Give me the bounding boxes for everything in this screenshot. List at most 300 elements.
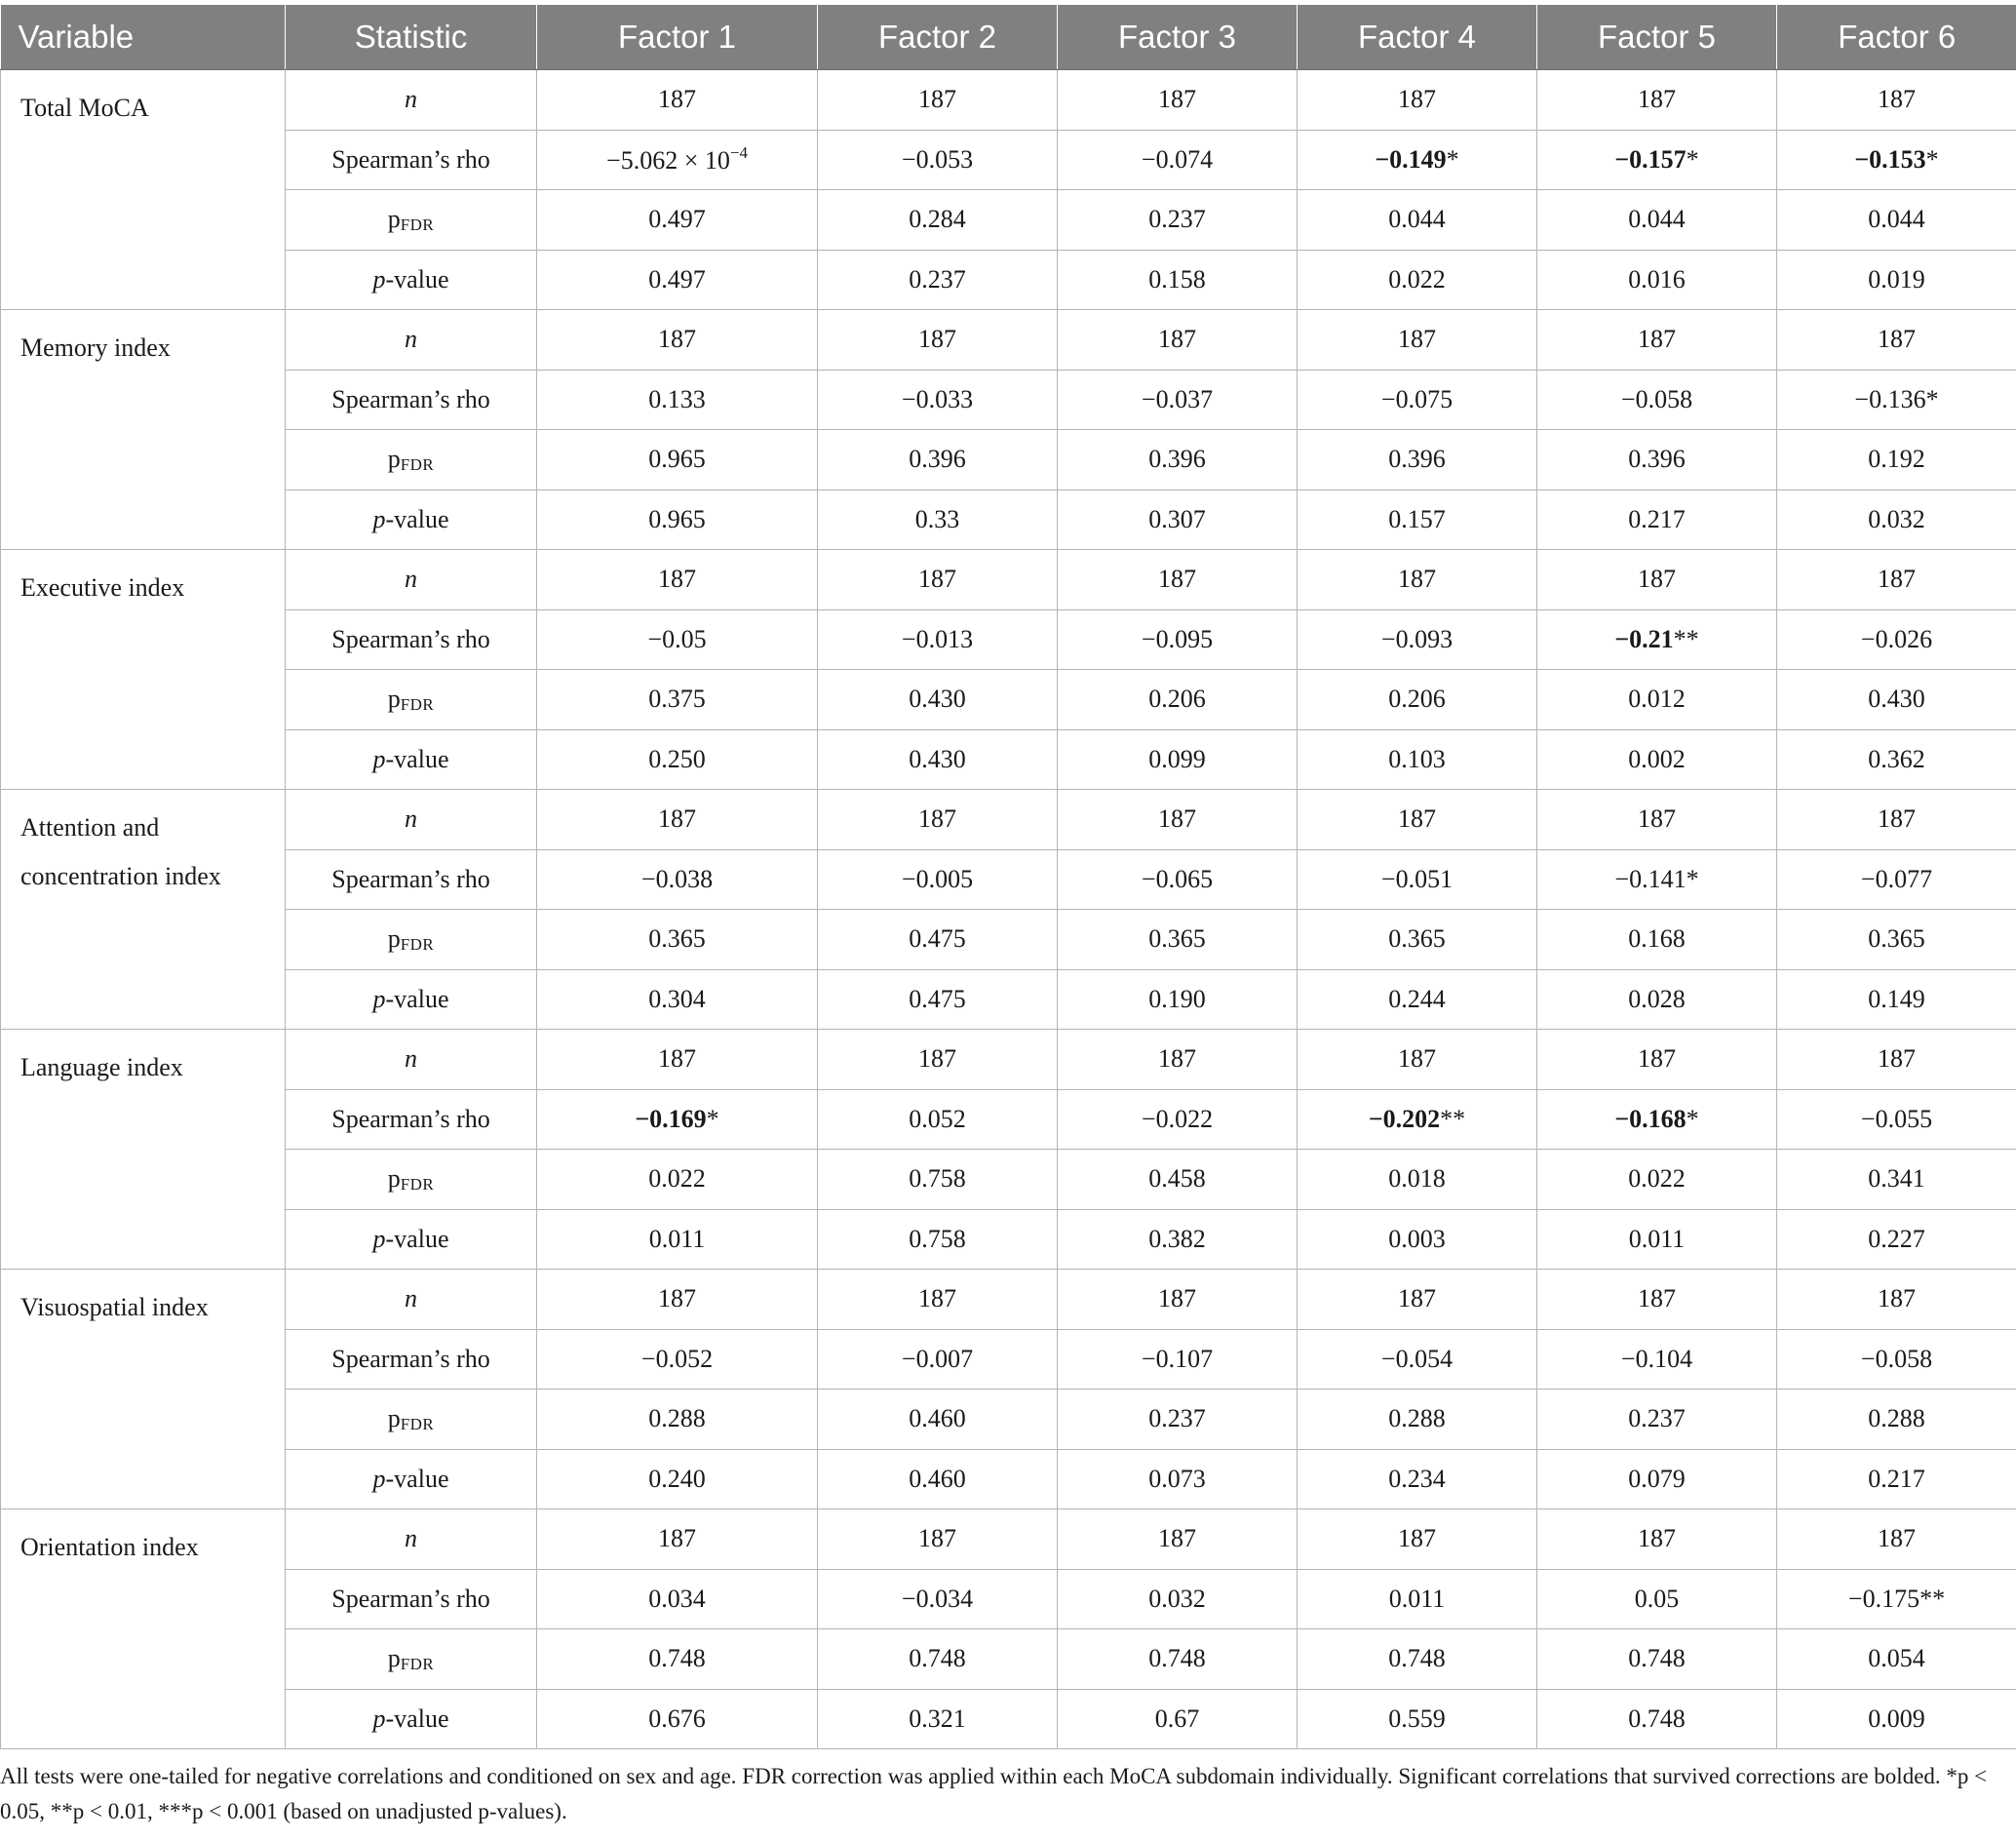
- cell-factor-6: 0.217: [1777, 1449, 2016, 1509]
- table-row: [1, 969, 2016, 1030]
- cell-factor-3: 0.365: [1058, 910, 1298, 970]
- stat-pval-p: p: [372, 264, 386, 294]
- rho-value: −0.21: [1614, 624, 1674, 653]
- table-row: [1, 130, 2016, 190]
- variable-name: Total MoCA: [1, 70, 286, 310]
- header-row: [1, 5, 2016, 70]
- cell-factor-6: 187: [1777, 1509, 2016, 1570]
- cell-factor-6: 187: [1777, 310, 2016, 371]
- cell-factor-6: 187: [1777, 550, 2016, 610]
- table-body: [1, 70, 2016, 1749]
- table-row: [1, 1390, 2016, 1450]
- cell-factor-1: 0.497: [537, 190, 818, 251]
- table-row: [1, 849, 2016, 910]
- stat-pval-rest: -value: [385, 264, 449, 294]
- cell-factor-2: [818, 849, 1058, 910]
- stat-n-text: n: [405, 85, 417, 114]
- cell-factor-1: 187: [537, 1030, 818, 1090]
- cell-factor-6: [1777, 1089, 2016, 1150]
- cell-factor-2: 0.460: [818, 1449, 1058, 1509]
- statistic-label-pfdr: [286, 670, 537, 730]
- rho-value: −0.007: [901, 1344, 974, 1373]
- cell-factor-2: 0.284: [818, 190, 1058, 251]
- cell-factor-5: 187: [1537, 1509, 1777, 1570]
- rho-value: −0.153: [1854, 144, 1926, 174]
- rho-value: −0.149: [1375, 144, 1447, 174]
- rho-value: −0.033: [901, 384, 974, 413]
- cell-factor-3: [1058, 1089, 1298, 1150]
- cell-factor-3: [1058, 370, 1298, 430]
- cell-factor-4: 0.003: [1298, 1209, 1537, 1270]
- table-row: [1, 370, 2016, 430]
- stat-pval-p: p: [372, 1224, 386, 1253]
- cell-factor-3: 0.237: [1058, 1390, 1298, 1450]
- stat-pval-rest: -value: [385, 1704, 449, 1733]
- cell-factor-1: 187: [537, 1270, 818, 1330]
- cell-factor-6: [1777, 849, 2016, 910]
- cell-factor-2: 187: [818, 1509, 1058, 1570]
- cell-factor-2: 187: [818, 550, 1058, 610]
- statistic-label-pfdr: [286, 1150, 537, 1210]
- rho-value: −0.074: [1141, 144, 1214, 174]
- table-row: [1, 1089, 2016, 1150]
- rho-value: −0.038: [640, 864, 714, 893]
- stat-n-text: n: [405, 1284, 417, 1313]
- stat-rho-text: Spearman’s rho: [331, 384, 490, 413]
- rho-value: −0.168: [1614, 1104, 1686, 1133]
- cell-factor-3: 0.099: [1058, 729, 1298, 790]
- significance-marker: *: [1686, 864, 1699, 893]
- rho-value: 0.052: [909, 1104, 966, 1133]
- stat-pfdr-p: p: [387, 1163, 401, 1193]
- variable-name: Memory index: [1, 310, 286, 550]
- table-row: [1, 729, 2016, 790]
- cell-factor-3: 187: [1058, 1270, 1298, 1330]
- stat-pval-p: p: [372, 744, 386, 773]
- rho-value: 0.034: [648, 1584, 706, 1613]
- cell-factor-3: 0.206: [1058, 670, 1298, 730]
- cell-factor-5: 0.079: [1537, 1449, 1777, 1509]
- cell-factor-4: [1298, 609, 1537, 670]
- cell-factor-5: 187: [1537, 790, 1777, 850]
- cell-factor-3: 187: [1058, 790, 1298, 850]
- cell-factor-2: 0.396: [818, 430, 1058, 490]
- statistic-label-pfdr: [286, 1390, 537, 1450]
- cell-factor-5: 0.217: [1537, 490, 1777, 550]
- cell-factor-1: 0.365: [537, 910, 818, 970]
- rho-value: −0.058: [1860, 1344, 1933, 1373]
- stat-pval-rest: -value: [385, 744, 449, 773]
- cell-factor-3: 0.190: [1058, 969, 1298, 1030]
- table-row: [1, 1689, 2016, 1749]
- table-row: [1, 550, 2016, 610]
- cell-factor-4: [1298, 370, 1537, 430]
- cell-factor-2: [818, 1329, 1058, 1390]
- cell-factor-6: 0.044: [1777, 190, 2016, 251]
- cell-factor-4: 0.288: [1298, 1390, 1537, 1450]
- table-row: [1, 1569, 2016, 1629]
- rho-value: −0.095: [1141, 624, 1214, 653]
- cell-factor-3: 0.073: [1058, 1449, 1298, 1509]
- header-factor-4: Factor 4: [1298, 5, 1537, 70]
- stat-n-text: n: [405, 565, 417, 594]
- rho-value: −0.077: [1860, 864, 1933, 893]
- cell-factor-6: 0.365: [1777, 910, 2016, 970]
- cell-factor-5: 0.044: [1537, 190, 1777, 251]
- cell-factor-5: [1537, 609, 1777, 670]
- statistic-label-pfdr: [286, 190, 537, 251]
- rho-value: −0.058: [1620, 384, 1693, 413]
- cell-factor-2: 0.430: [818, 729, 1058, 790]
- rho-sci-mantissa: −5.062 × 10: [606, 146, 730, 176]
- statistic-label-pvalue: [286, 1689, 537, 1749]
- rho-value: −0.104: [1620, 1344, 1693, 1373]
- table-row: [1, 1329, 2016, 1390]
- cell-factor-4: 0.234: [1298, 1449, 1537, 1509]
- statistic-label-pfdr: [286, 1629, 537, 1690]
- cell-factor-4: 187: [1298, 1270, 1537, 1330]
- cell-factor-1: [537, 609, 818, 670]
- cell-factor-2: 0.758: [818, 1150, 1058, 1210]
- stat-pfdr-p: p: [387, 684, 401, 713]
- cell-factor-3: [1058, 609, 1298, 670]
- cell-factor-1: 0.304: [537, 969, 818, 1030]
- cell-factor-1: [537, 1569, 818, 1629]
- cell-factor-3: 0.307: [1058, 490, 1298, 550]
- cell-factor-1: [537, 130, 818, 190]
- stat-pfdr-sub: FDR: [400, 1414, 435, 1433]
- rho-value: −0.05: [647, 624, 707, 653]
- stat-pfdr-p: p: [387, 923, 401, 953]
- significance-marker: *: [1686, 1104, 1699, 1133]
- cell-factor-5: 0.168: [1537, 910, 1777, 970]
- rho-value: −0.034: [901, 1584, 974, 1613]
- rho-value: −0.075: [1380, 384, 1454, 413]
- cell-factor-2: [818, 130, 1058, 190]
- rho-value: −0.065: [1141, 864, 1214, 893]
- cell-factor-2: [818, 1089, 1058, 1150]
- cell-factor-1: 187: [537, 790, 818, 850]
- header-factor-3: Factor 3: [1058, 5, 1298, 70]
- stat-rho-text: Spearman’s rho: [331, 144, 490, 174]
- cell-factor-5: [1537, 1329, 1777, 1390]
- stat-pfdr-sub: FDR: [400, 215, 435, 234]
- table-row: [1, 1270, 2016, 1330]
- stat-pfdr-p: p: [387, 1403, 401, 1432]
- cell-factor-2: 187: [818, 310, 1058, 371]
- table-row: [1, 1509, 2016, 1570]
- cell-factor-6: 0.362: [1777, 729, 2016, 790]
- statistic-label-pvalue: [286, 1209, 537, 1270]
- cell-factor-6: [1777, 130, 2016, 190]
- stat-pval-rest: -value: [385, 1224, 449, 1253]
- cell-factor-6: 0.149: [1777, 969, 2016, 1030]
- statistic-label-pfdr: [286, 430, 537, 490]
- cell-factor-5: [1537, 849, 1777, 910]
- cell-factor-5: [1537, 370, 1777, 430]
- cell-factor-3: 0.158: [1058, 250, 1298, 310]
- variable-name: Visuospatial index: [1, 1270, 286, 1509]
- rho-value: 0.032: [1148, 1584, 1206, 1613]
- table-row: [1, 1449, 2016, 1509]
- cell-factor-3: 0.382: [1058, 1209, 1298, 1270]
- table-row: [1, 910, 2016, 970]
- cell-factor-1: 0.965: [537, 430, 818, 490]
- statistic-label-pvalue: [286, 969, 537, 1030]
- cell-factor-1: 0.375: [537, 670, 818, 730]
- cell-factor-2: 0.33: [818, 490, 1058, 550]
- statistic-label-n: [286, 1030, 537, 1090]
- cell-factor-5: 187: [1537, 310, 1777, 371]
- header-factor-6: Factor 6: [1777, 5, 2016, 70]
- cell-factor-3: 187: [1058, 1030, 1298, 1090]
- header-factor-2: Factor 2: [818, 5, 1058, 70]
- cell-factor-3: 187: [1058, 70, 1298, 131]
- statistic-label-pvalue: [286, 490, 537, 550]
- results-table: [0, 5, 2016, 1749]
- cell-factor-4: 187: [1298, 70, 1537, 131]
- table-row: [1, 430, 2016, 490]
- rho-value: 0.133: [648, 384, 706, 413]
- cell-factor-1: 187: [537, 550, 818, 610]
- cell-factor-4: 187: [1298, 1030, 1537, 1090]
- cell-factor-6: 0.032: [1777, 490, 2016, 550]
- cell-factor-1: 0.748: [537, 1629, 818, 1690]
- stat-rho-text: Spearman’s rho: [331, 1584, 490, 1613]
- cell-factor-1: 0.240: [537, 1449, 818, 1509]
- rho-value: −0.026: [1860, 624, 1933, 653]
- cell-factor-2: 0.460: [818, 1390, 1058, 1450]
- cell-factor-4: 0.022: [1298, 250, 1537, 310]
- stat-rho-text: Spearman’s rho: [331, 1104, 490, 1133]
- cell-factor-1: 0.288: [537, 1390, 818, 1450]
- cell-factor-5: 0.028: [1537, 969, 1777, 1030]
- cell-factor-2: 187: [818, 1270, 1058, 1330]
- cell-factor-2: 0.748: [818, 1629, 1058, 1690]
- significance-marker: **: [1673, 624, 1699, 653]
- rho-value: −0.052: [640, 1344, 714, 1373]
- cell-factor-1: 0.022: [537, 1150, 818, 1210]
- table-row: [1, 670, 2016, 730]
- cell-factor-5: [1537, 130, 1777, 190]
- cell-factor-1: 187: [537, 310, 818, 371]
- cell-factor-3: 187: [1058, 310, 1298, 371]
- cell-factor-6: 0.192: [1777, 430, 2016, 490]
- cell-factor-2: 0.758: [818, 1209, 1058, 1270]
- cell-factor-4: 0.206: [1298, 670, 1537, 730]
- cell-factor-2: 0.237: [818, 250, 1058, 310]
- cell-factor-3: 0.67: [1058, 1689, 1298, 1749]
- cell-factor-6: [1777, 1569, 2016, 1629]
- cell-factor-5: 0.237: [1537, 1390, 1777, 1450]
- significance-marker: **: [1440, 1104, 1466, 1133]
- stat-n-text: n: [405, 1044, 417, 1074]
- header-factor-5: Factor 5: [1537, 5, 1777, 70]
- rho-value: −0.107: [1141, 1344, 1214, 1373]
- cell-factor-2: 0.475: [818, 969, 1058, 1030]
- cell-factor-2: 187: [818, 1030, 1058, 1090]
- statistic-label-rho: [286, 609, 537, 670]
- significance-marker: *: [706, 1104, 719, 1133]
- cell-factor-4: [1298, 849, 1537, 910]
- cell-factor-5: 0.016: [1537, 250, 1777, 310]
- statistic-label-n: [286, 1270, 537, 1330]
- stat-pval-p: p: [372, 984, 386, 1013]
- stat-pfdr-sub: FDR: [400, 1174, 435, 1194]
- cell-factor-1: [537, 1329, 818, 1390]
- stat-n-text: n: [405, 804, 417, 834]
- cell-factor-2: [818, 609, 1058, 670]
- rho-value: −0.175: [1847, 1584, 1920, 1613]
- significance-marker: *: [1446, 144, 1459, 174]
- cell-factor-5: 0.748: [1537, 1689, 1777, 1749]
- rho-value: 0.011: [1388, 1584, 1446, 1613]
- stat-pfdr-p: p: [387, 1643, 401, 1672]
- cell-factor-6: 187: [1777, 790, 2016, 850]
- stat-n-text: n: [405, 1524, 417, 1553]
- cell-factor-4: [1298, 1569, 1537, 1629]
- cell-factor-4: 0.244: [1298, 969, 1537, 1030]
- cell-factor-6: 0.288: [1777, 1390, 2016, 1450]
- rho-value: −0.037: [1141, 384, 1214, 413]
- statistic-label-rho: [286, 130, 537, 190]
- table-row: [1, 190, 2016, 251]
- stat-rho-text: Spearman’s rho: [331, 864, 490, 893]
- cell-factor-4: 0.396: [1298, 430, 1537, 490]
- statistic-label-rho: [286, 370, 537, 430]
- cell-factor-5: 0.748: [1537, 1629, 1777, 1690]
- cell-factor-4: 187: [1298, 310, 1537, 371]
- cell-factor-4: [1298, 130, 1537, 190]
- cell-factor-6: 187: [1777, 1270, 2016, 1330]
- statistic-label-rho: [286, 1089, 537, 1150]
- statistic-label-n: [286, 550, 537, 610]
- cell-factor-2: 0.321: [818, 1689, 1058, 1749]
- significance-marker: **: [1919, 1584, 1946, 1613]
- stat-n-text: n: [405, 325, 417, 354]
- cell-factor-1: 0.011: [537, 1209, 818, 1270]
- table-row: [1, 310, 2016, 371]
- cell-factor-5: 0.012: [1537, 670, 1777, 730]
- variable-name: Attention and concentration index: [1, 790, 286, 1030]
- cell-factor-3: [1058, 849, 1298, 910]
- cell-factor-4: 0.365: [1298, 910, 1537, 970]
- cell-factor-4: 0.103: [1298, 729, 1537, 790]
- cell-factor-6: 0.019: [1777, 250, 2016, 310]
- rho-sci-exponent: −4: [729, 143, 748, 163]
- cell-factor-3: 0.748: [1058, 1629, 1298, 1690]
- stat-pval-rest: -value: [385, 504, 449, 533]
- cell-factor-6: [1777, 609, 2016, 670]
- rho-value: −0.169: [635, 1104, 707, 1133]
- rho-value: −0.053: [901, 144, 974, 174]
- table-row: [1, 790, 2016, 850]
- cell-factor-1: 0.676: [537, 1689, 818, 1749]
- cell-factor-4: 187: [1298, 790, 1537, 850]
- stat-pfdr-sub: FDR: [400, 934, 435, 954]
- statistic-label-rho: [286, 1329, 537, 1390]
- cell-factor-2: [818, 370, 1058, 430]
- cell-factor-5: 187: [1537, 1270, 1777, 1330]
- cell-factor-4: 0.157: [1298, 490, 1537, 550]
- statistic-label-n: [286, 1509, 537, 1570]
- stat-pval-rest: -value: [385, 984, 449, 1013]
- cell-factor-4: 0.044: [1298, 190, 1537, 251]
- statistic-label-pfdr: [286, 910, 537, 970]
- stat-pval-p: p: [372, 504, 386, 533]
- cell-factor-6: 187: [1777, 1030, 2016, 1090]
- cell-factor-6: [1777, 1329, 2016, 1390]
- cell-factor-6: 0.430: [1777, 670, 2016, 730]
- cell-factor-6: 0.054: [1777, 1629, 2016, 1690]
- table-row: [1, 1209, 2016, 1270]
- cell-factor-5: 0.002: [1537, 729, 1777, 790]
- cell-factor-5: 187: [1537, 1030, 1777, 1090]
- cell-factor-6: [1777, 370, 2016, 430]
- table-row: [1, 490, 2016, 550]
- significance-marker: *: [1925, 384, 1939, 413]
- cell-factor-4: 0.748: [1298, 1629, 1537, 1690]
- table-row: [1, 1150, 2016, 1210]
- cell-factor-5: 187: [1537, 70, 1777, 131]
- cell-factor-3: 187: [1058, 1509, 1298, 1570]
- variable-name: Executive index: [1, 550, 286, 790]
- rho-value: 0.05: [1634, 1584, 1680, 1613]
- rho-value: −0.005: [901, 864, 974, 893]
- cell-factor-4: [1298, 1329, 1537, 1390]
- cell-factor-5: 0.022: [1537, 1150, 1777, 1210]
- table-row: [1, 70, 2016, 131]
- cell-factor-1: 0.497: [537, 250, 818, 310]
- rho-value: −0.093: [1380, 624, 1454, 653]
- cell-factor-2: 0.430: [818, 670, 1058, 730]
- statistic-label-pvalue: [286, 1449, 537, 1509]
- cell-factor-3: 0.458: [1058, 1150, 1298, 1210]
- header-variable: Variable: [1, 5, 286, 70]
- stat-rho-text: Spearman’s rho: [331, 1344, 490, 1373]
- cell-factor-3: [1058, 130, 1298, 190]
- rho-value: −0.022: [1141, 1104, 1214, 1133]
- significance-marker: *: [1925, 144, 1939, 174]
- cell-factor-1: 187: [537, 70, 818, 131]
- header-factor-1: Factor 1: [537, 5, 818, 70]
- statistic-label-rho: [286, 849, 537, 910]
- statistic-label-pvalue: [286, 729, 537, 790]
- stat-pfdr-p: p: [387, 444, 401, 473]
- stat-pfdr-sub: FDR: [400, 454, 435, 474]
- stat-pfdr-sub: FDR: [400, 694, 435, 714]
- cell-factor-6: 187: [1777, 70, 2016, 131]
- rho-value: −0.157: [1614, 144, 1686, 174]
- cell-factor-1: [537, 370, 818, 430]
- cell-factor-5: 0.011: [1537, 1209, 1777, 1270]
- cell-factor-1: [537, 849, 818, 910]
- statistic-label-pvalue: [286, 250, 537, 310]
- rho-value: −0.136: [1854, 384, 1926, 413]
- rho-value: −0.051: [1380, 864, 1454, 893]
- cell-factor-2: [818, 1569, 1058, 1629]
- cell-factor-3: [1058, 1569, 1298, 1629]
- table-row: [1, 1629, 2016, 1690]
- cell-factor-4: [1298, 1089, 1537, 1150]
- stat-pval-rest: -value: [385, 1464, 449, 1493]
- stat-pval-p: p: [372, 1464, 386, 1493]
- cell-factor-3: 187: [1058, 550, 1298, 610]
- statistic-label-n: [286, 70, 537, 131]
- table-row: [1, 609, 2016, 670]
- cell-factor-3: 0.237: [1058, 190, 1298, 251]
- cell-factor-5: [1537, 1569, 1777, 1629]
